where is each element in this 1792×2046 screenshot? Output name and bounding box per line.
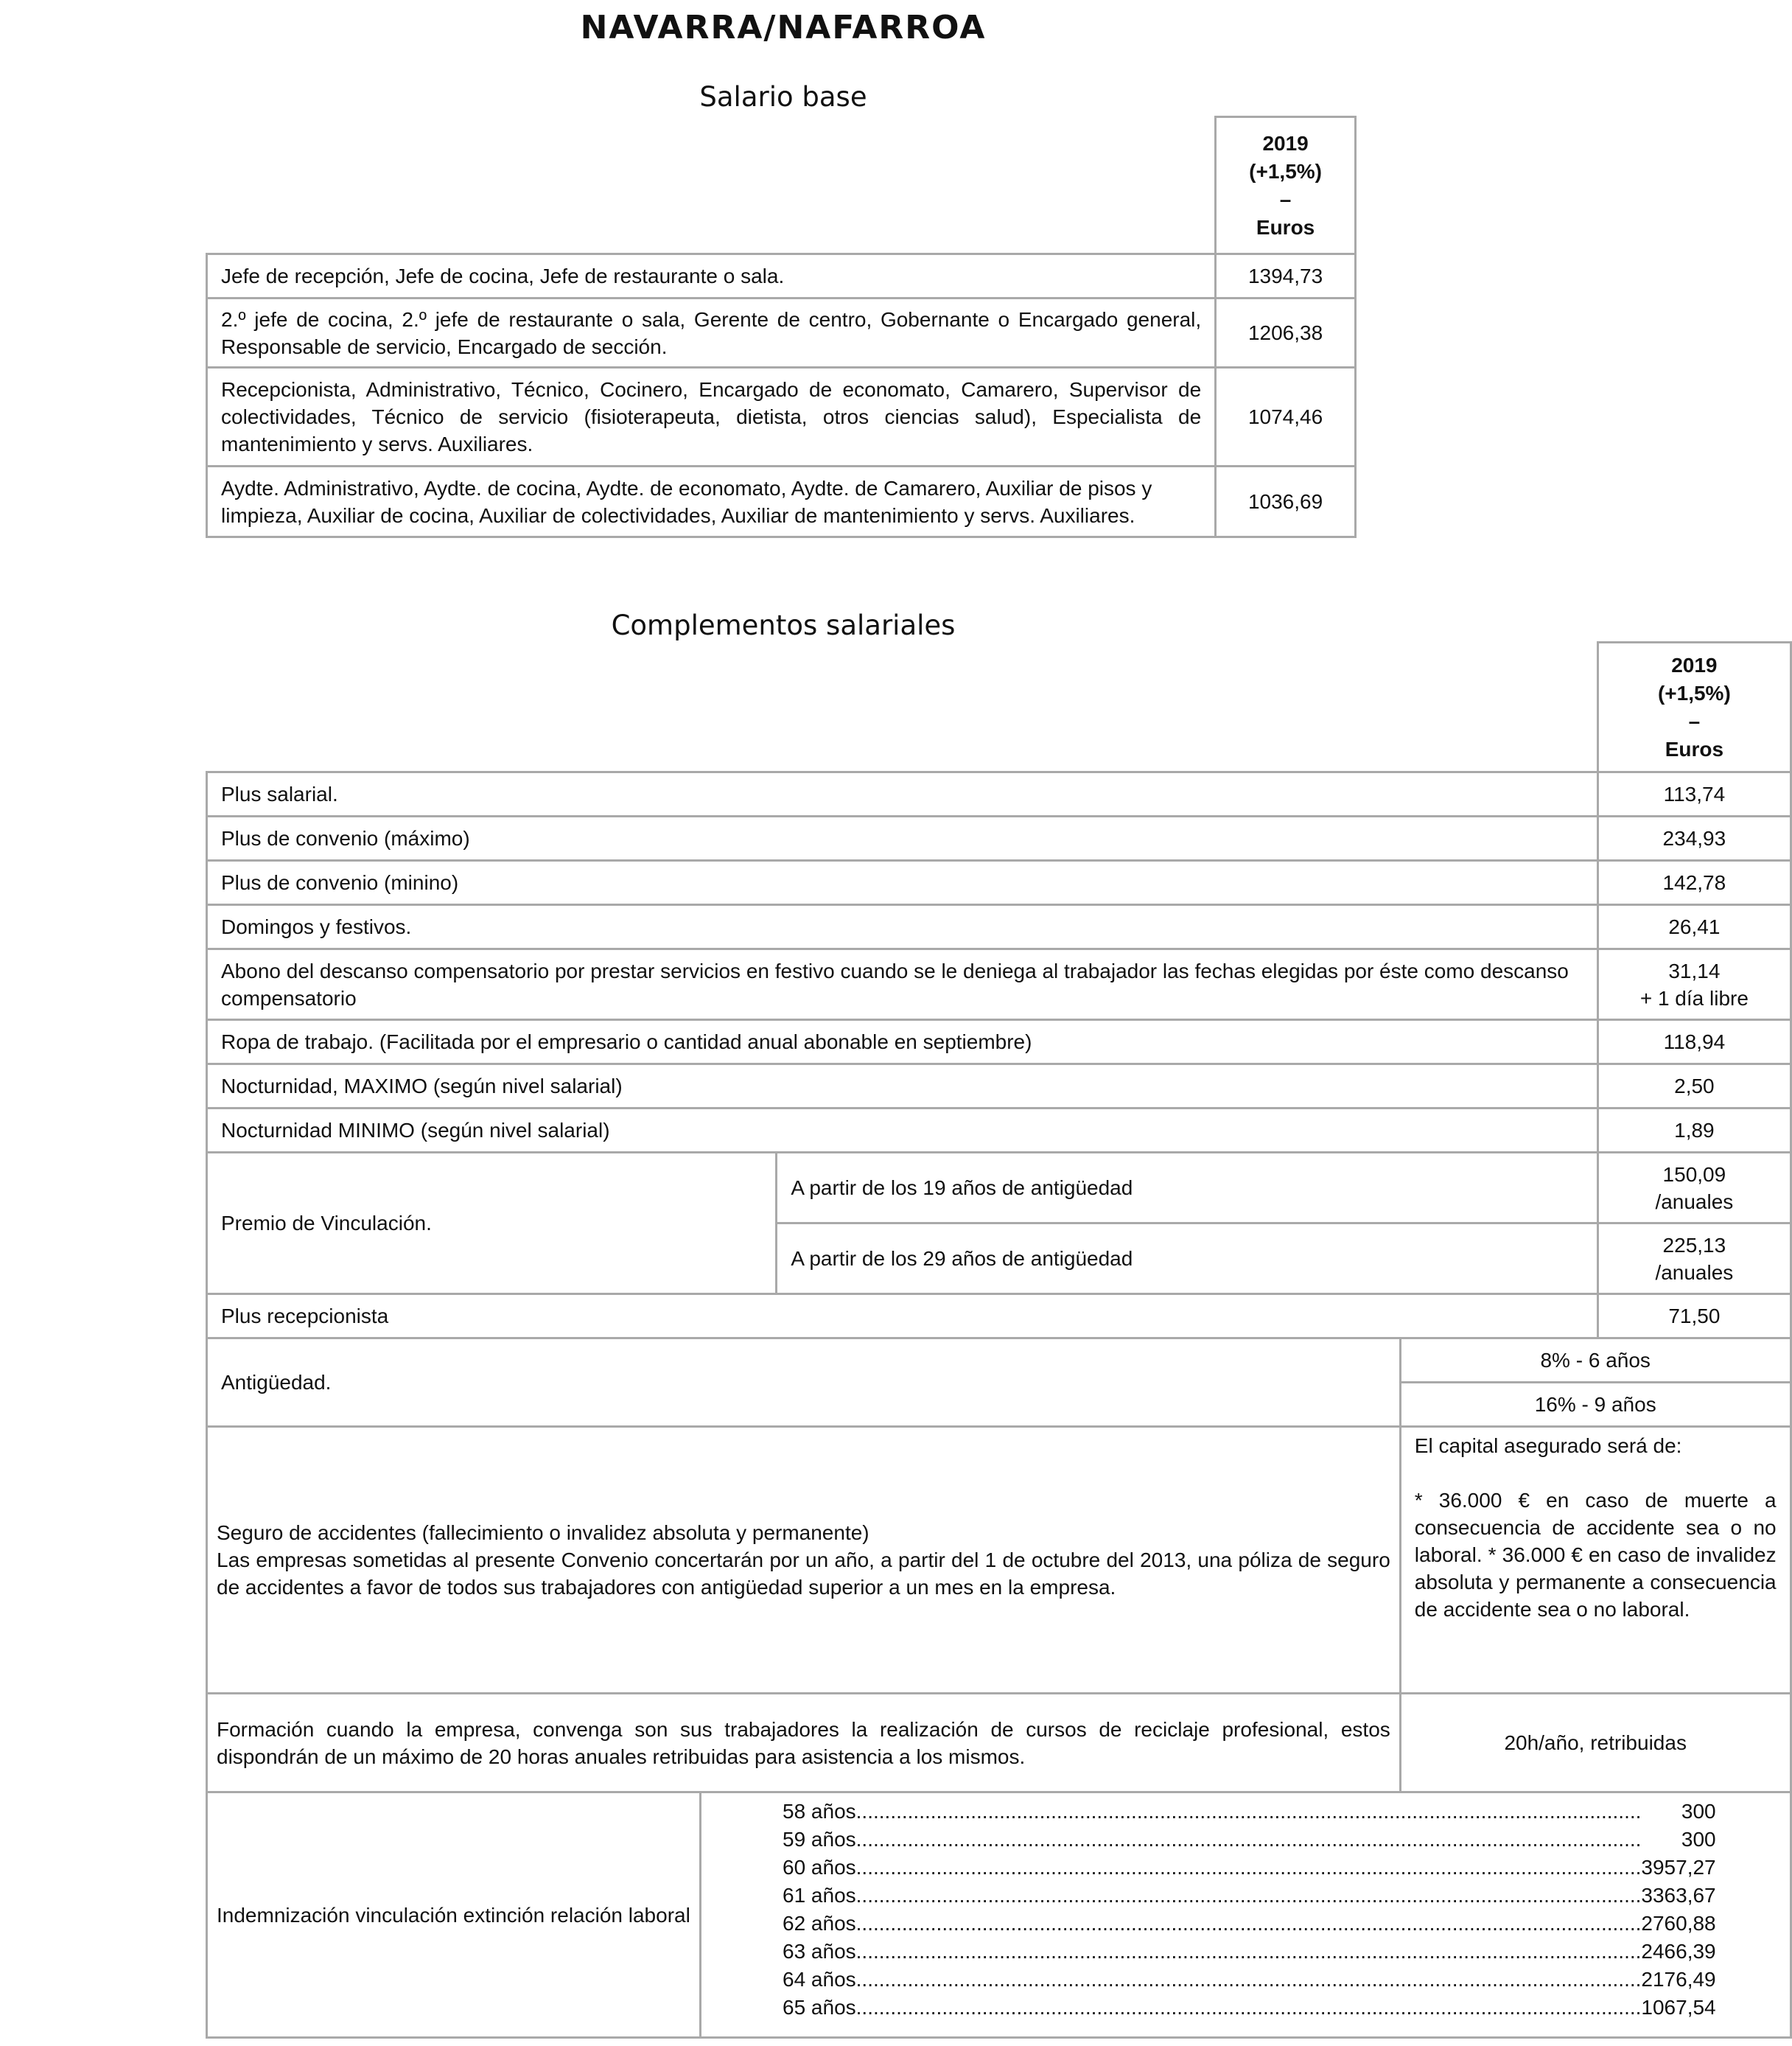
row-label: Plus de convenio (máximo) xyxy=(207,817,1598,861)
table-row xyxy=(207,772,1791,817)
row-value: 234,93 xyxy=(1598,817,1791,861)
row-value: 113,74 xyxy=(1598,772,1791,817)
seguro-text: Las empresas sometidas al presente Convenio concertarán por un año, a partir del 1 de octubre del 2013, una póliza de seguro de accidentes a favor de todos sus trabajadores con antigüedad superior a un mes en la empresa. xyxy=(217,1549,1390,1599)
table-row xyxy=(207,1338,1791,1383)
row-label: Ropa de trabajo. (Facilitada por el empresario o cantidad anual abonable en septiembre) xyxy=(207,1020,1598,1064)
antiguedad-value: 16% - 9 años xyxy=(1400,1383,1791,1427)
formacion-value: 20h/año, retribuidas xyxy=(1400,1694,1791,1792)
list-item: 65 años ......................................................................................................................................... 1067,54 xyxy=(783,1996,1716,2019)
row-label: Plus salarial. xyxy=(207,772,1598,817)
row-value: 26,41 xyxy=(1598,905,1791,949)
table-row xyxy=(207,949,1791,1020)
row-label: Recepcionista, Administrativo, Técnico, Cocinero, Encargado de economato, Camarero, Supervisor de colectividades, Técnico de servicio (fisioterapeuta, dietista, otros ciencias salud), Especialista de mantenimiento y servs. Auxiliares. xyxy=(207,368,1216,467)
table-row xyxy=(207,298,1356,368)
row-label: Plus recepcionista xyxy=(207,1294,1598,1338)
row-value: 1036,69 xyxy=(1216,467,1356,537)
salario-base-title: Salario base xyxy=(699,81,867,113)
table-row xyxy=(207,1108,1791,1153)
row-label: Nocturnidad, MAXIMO (según nivel salarial) xyxy=(207,1064,1598,1108)
antiguedad-value: 8% - 6 años xyxy=(1400,1338,1791,1383)
row-value: 1394,73 xyxy=(1216,254,1356,298)
table-header-row xyxy=(207,117,1356,254)
table-row xyxy=(207,1694,1791,1792)
table-row xyxy=(207,1064,1791,1108)
row-label: 2.º jefe de cocina, 2.º jefe de restaurante o sala, Gerente de centro, Gobernante o Encargado general, Responsable de servicio, Encargado de sección. xyxy=(207,298,1216,368)
antiguedad-label: Antigüedad. xyxy=(207,1338,1401,1427)
premio-item-value: 150,09 /anuales xyxy=(1598,1153,1791,1223)
row-value: 1074,46 xyxy=(1216,368,1356,467)
row-label: Plus de convenio (minino) xyxy=(207,861,1598,905)
list-item: 64 años ......................................................................................................................................... 2176,49 xyxy=(783,1968,1716,1991)
row-value: 31,14 + 1 día libre xyxy=(1598,949,1791,1020)
table-header-row xyxy=(207,643,1791,772)
row-value: 1,89 xyxy=(1598,1108,1791,1153)
seguro-title: Seguro de accidentes (fallecimiento o invalidez absoluta y permanente) xyxy=(217,1521,869,1544)
row-value: 118,94 xyxy=(1598,1020,1791,1064)
row-value: 2,50 xyxy=(1598,1064,1791,1108)
seguro-value-cell xyxy=(1400,1427,1791,1694)
indemnizacion-list xyxy=(701,1793,1790,2036)
premio-item-label: A partir de los 19 años de antigüedad xyxy=(777,1153,1598,1223)
row-label: Nocturnidad MINIMO (según nivel salarial) xyxy=(207,1108,1598,1153)
seguro-cell xyxy=(207,1427,1401,1694)
column-header-2019: 2019 (+1,5%) – Euros xyxy=(1216,117,1356,254)
table-row xyxy=(207,905,1791,949)
table-row xyxy=(207,254,1356,298)
table-row xyxy=(207,368,1356,467)
row-label: Domingos y festivos. xyxy=(207,905,1598,949)
salario-base-table xyxy=(206,116,1357,538)
list-item: 58 años ......................................................................................................................................... 300 xyxy=(783,1800,1716,1823)
row-label: Abono del descanso compensatorio por prestar servicios en festivo cuando se le deniega al trabajador las fechas elegidas por éste como descanso compensatorio xyxy=(207,949,1598,1020)
list-item: 63 años ......................................................................................................................................... 2466,39 xyxy=(783,1940,1716,1963)
indemnizacion-label: Indemnización vinculación extinción relación laboral xyxy=(208,1793,701,2036)
table-row xyxy=(207,1792,1791,2038)
row-label: Aydte. Administrativo, Aydte. de cocina, Aydte. de economato, Aydte. de Camarero, Auxiliar de pisos y limpieza, Auxiliar de cocina, Auxiliar de colectividades, Auxiliar de mantenimiento y servs. Auxiliares. xyxy=(207,467,1216,537)
table-row xyxy=(207,1020,1791,1064)
complementos-table xyxy=(206,641,1792,2039)
premio-item-value: 225,13 /anuales xyxy=(1598,1223,1791,1294)
list-item: 62 años ......................................................................................................................................... 2760,88 xyxy=(783,1912,1716,1935)
table-row xyxy=(207,817,1791,861)
row-value: 142,78 xyxy=(1598,861,1791,905)
table-row xyxy=(207,467,1356,537)
premio-label: Premio de Vinculación. xyxy=(207,1153,777,1294)
list-item: 59 años ......................................................................................................................................... 300 xyxy=(783,1828,1716,1851)
list-item: 60 años ......................................................................................................................................... 3957,27 xyxy=(783,1856,1716,1879)
table-row xyxy=(207,1153,1791,1223)
list-item: 61 años ......................................................................................................................................... 3363,67 xyxy=(783,1884,1716,1907)
table-row xyxy=(207,1294,1791,1338)
seguro-value-text: * 36.000 € en caso de muerte a consecuencia de accidente sea o no laboral. * 36.000 € en caso de invalidez absoluta y permanente a consecuencia de accidente sea o no laboral. xyxy=(1414,1489,1777,1621)
row-value: 71,50 xyxy=(1598,1294,1791,1338)
table-row xyxy=(207,861,1791,905)
row-label: Jefe de recepción, Jefe de cocina, Jefe de restaurante o sala. xyxy=(207,254,1216,298)
complementos-title: Complementos salariales xyxy=(611,610,956,641)
formacion-label: Formación cuando la empresa, convenga son sus trabajadores la realización de cursos de reciclaje profesional, estos dispondrán de un máximo de 20 horas anuales retribuidas para asistencia a los mismos. xyxy=(207,1694,1401,1792)
premio-item-label: A partir de los 29 años de antigüedad xyxy=(777,1223,1598,1294)
column-header-2019: 2019 (+1,5%) – Euros xyxy=(1598,643,1791,772)
table-row xyxy=(207,1427,1791,1694)
seguro-value-heading: El capital asegurado será de: xyxy=(1414,1434,1682,1457)
page-title: NAVARRA/NAFARROA xyxy=(580,9,987,46)
row-value: 1206,38 xyxy=(1216,298,1356,368)
